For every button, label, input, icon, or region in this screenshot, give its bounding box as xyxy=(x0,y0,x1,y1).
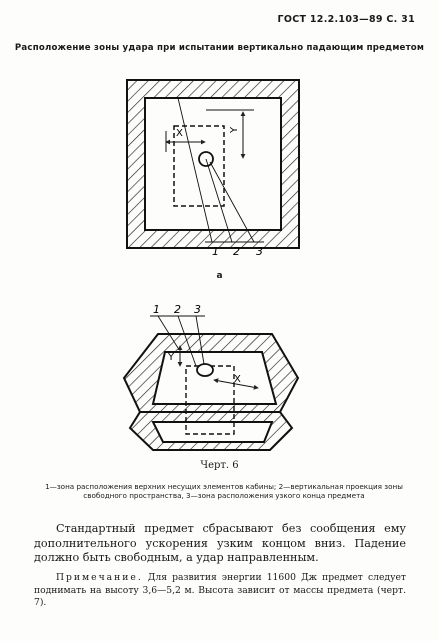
figure-b-diagram xyxy=(0,300,439,465)
callout-3-a: 3 xyxy=(256,245,263,258)
figure-a-diagram xyxy=(0,70,439,270)
figure-legend: 1—зона расположения верхних несущих элементов кабины; 2—вертикальная проекция зоны свободного пространства, 3—зона расположения узкого конца предмета xyxy=(45,482,403,500)
callout-2-b: 2 xyxy=(174,303,181,316)
callout-1-a: 1 xyxy=(212,245,219,258)
x-label-a: X xyxy=(176,128,183,139)
body-paragraph: Стандартный предмет сбрасывают без сообщения ему дополнительного ускорения узким концом вниз. Падение должно быть свободным, а удар направленным. xyxy=(34,522,406,564)
projection-zone-b xyxy=(186,366,234,434)
callout-1-b: 1 xyxy=(153,303,160,316)
x-label-b: X xyxy=(234,374,241,385)
callout-2-a: 2 xyxy=(233,245,240,258)
note xyxy=(34,572,406,610)
y-label-b: Y xyxy=(168,352,175,363)
figure-caption: Черт. 6 xyxy=(200,460,239,471)
note-text: Для развития энергии 11600 Дж предмет следует поднимать на высоту 3,6—5,2 м. Высота зависит от массы предмета (черт. 7). xyxy=(34,572,407,608)
figure-title: Расположение зоны удара при испытании вертикально падающим предметом xyxy=(14,43,425,53)
y-label-a: Y xyxy=(229,126,240,133)
page-header: ГОСТ 12.2.103—89 С. 31 xyxy=(277,14,415,25)
impact-zone-ellipse xyxy=(197,364,213,376)
hatched-frame-lower xyxy=(130,412,292,450)
note-label: Примечание. xyxy=(56,572,143,583)
hatched-frame xyxy=(127,80,299,248)
callout-3-b: 3 xyxy=(194,303,201,316)
figure-a-label: а xyxy=(216,271,223,281)
